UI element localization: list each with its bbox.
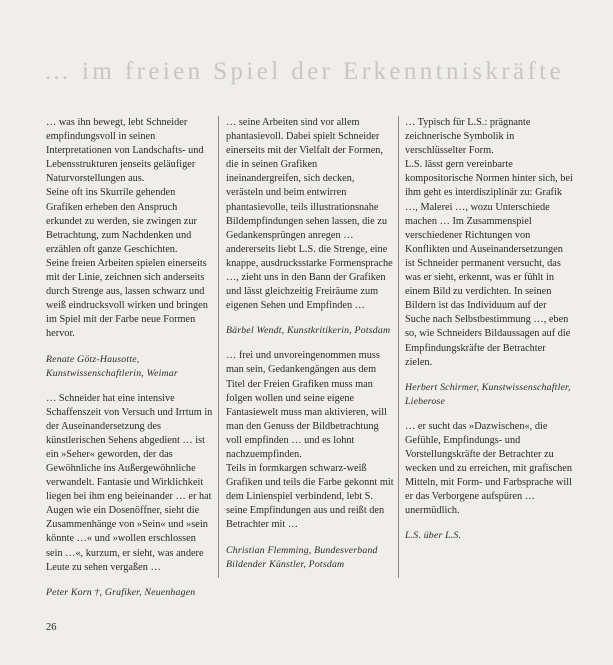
quote-paragraph: Seine freien Arbeiten spielen einerseits mit der Linie, zeichnen sich anderseits durch Strenge aus, lassen schwarz und weiß eindrucksvoll wirken und bringen im Spiel mit der Farbe neue Formen hervor. [46, 257, 208, 340]
quote-paragraph: Teils in formkargen schwarz-weiß Grafiken und teils die Farbe gekonnt mit dem Linienspiel verbindend, lebt S. seine Empfindungen aus und reißt den Betrachter mit … [226, 463, 394, 531]
page-title: … im freien Spiel der Erkenntniskräfte [44, 58, 565, 85]
quote-paragraph: … seine Arbeiten sind vor allem phantasievoll. Dabei spielt Schneider einerseits mit der Vielfalt der Formen, die in seinen Grafiken ineinandergreifen, sich decken, verästeln und beim entwirren phantasievolle, teils illustrationsnahe Bildempfindungen sehen lassen, die zu Gedankensprüngen anregen … andererseits liebt L.S. die Strenge, eine knappe, ausdrucksstarke Formensprache …, zieht uns in den Bann der Grafiken und lässt gleichzeitig Freiräume zum eigenen Sehen und Empfinden … [226, 117, 393, 312]
quote-attribution: Renate Götz-Hausotte, Kunstwissenschaftlerin, Weimar [46, 353, 178, 379]
column-divider-2 [398, 116, 399, 578]
page-number: 26 [46, 622, 57, 633]
quote-attribution: Herbert Schirmer, Kunstwissenschaftler, Lieberose [405, 381, 571, 407]
quote-paragraph: … Typisch für L.S.: prägnante zeichnerische Symbolik in verschlüsselter Form. [405, 117, 531, 157]
text-column-3 [405, 116, 573, 543]
column-divider-1 [218, 116, 219, 578]
text-column-2 [226, 116, 394, 572]
quote-paragraph: L.S. lässt gern vereinbarte kompositorische Normen hinter sich, bei ihm geht es interdisziplinär zu: Grafik …, Malerei …, wozu Unterschiede machen … Im Zusammenspiel verschiedener Richtungen von Konflikten und Auseinandersetzungen ist Schneider permanent versucht, das was er sieht, erkennt, was er fühlt in einem Bild zu verdichten. In seinen Bildern ist das Individuum auf der Suche nach Selbstbestimmung …, eben so, wie Schneiders Bildaussagen auf die Empfindungskräfte der Betrachter zielen. [405, 159, 573, 368]
quote-attribution: Bärbel Wendt, Kunstkritikerin, Potsdam [226, 325, 391, 337]
quote-paragraph: … er sucht das »Dazwischen«, die Gefühle, Empfindungs- und Vorstellungskräfte der Betrachter zu wecken und zu erreichen, mit grafischen Mitteln, mit Form- und Farbsprache will er das Verborgene aufspüren … unermüdlich. [405, 420, 573, 517]
quote-paragraph: … Schneider hat eine intensive Schaffenszeit von Versuch und Irrtum in der Auseinandersetzung des künstlerischen Sehens abgedient … ist ein »Seher« geworden, der das Gewöhnliche ins Außergewöhnliche verwandelt. Fantasie und Wirklichkeit liegen bei ihm eng beieinander … er hat Augen wie ein Dosenöffner, sieht die Zusammenhänge von »Sein« und »sein könnte …« und »wollen erschlossen sein …«, kurzum, er sieht, was andere Leute zu sehen vergaßen … [46, 392, 213, 573]
quote-attribution: Peter Korn †, Grafiker, Neuenhagen [46, 586, 196, 598]
quote-paragraph: … was ihn bewegt, lebt Schneider empfindungsvoll in seinen Interpretationen von Landschafts- und Lebensstrukturen jenseits geläufiger Naturvorstellungen aus. [46, 117, 204, 185]
quote-paragraph: … frei und unvoreingenommen muss man sein, Gedankengängen aus dem Titel der Freien Grafiken muss man folgen wollen und seine eigene Fantasiewelt muss man aktivieren, will man den Genuss der Bildbetrachtung voll empfinden … und es lohnt nachzuempfinden. [226, 350, 387, 460]
quote-paragraph: Seine oft ins Skurrile gehenden Grafiken erheben den Anspruch erkundet zu werden, sie zwingen zur Betrachtung, zum Nachdenken und erzählen oft ganze Geschichten. [46, 187, 197, 255]
quote-attribution: Christian Flemming, Bundesverband Bildender Künstler, Potsdam [226, 544, 378, 570]
text-column-1 [46, 116, 214, 600]
quote-attribution: L.S. über L.S. [405, 530, 462, 542]
